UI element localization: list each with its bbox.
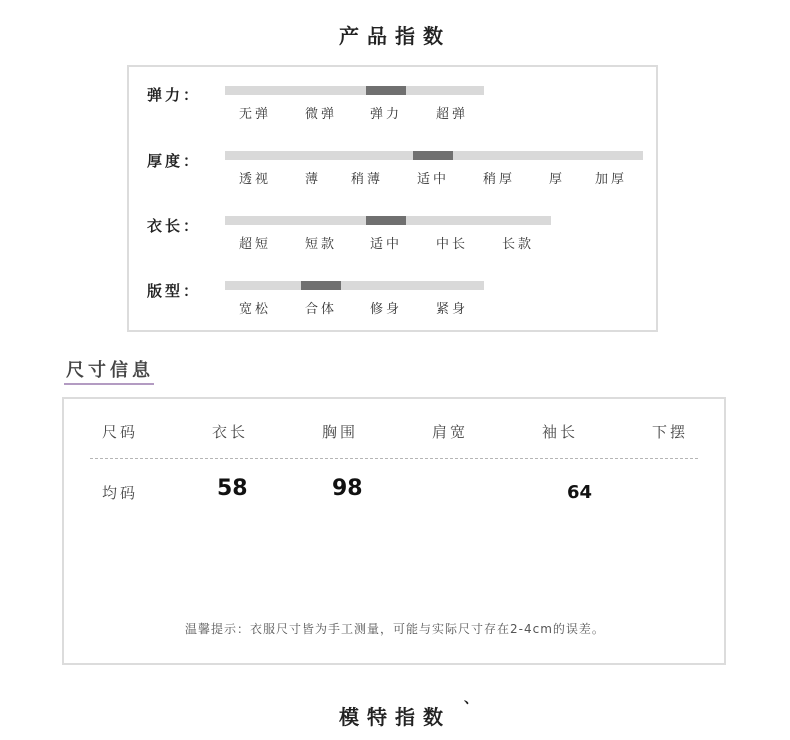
size-info-title: 尺寸信息 [66,360,154,381]
elasticity-option: 超弹 [436,107,469,122]
model-index-title: 模特指数 [339,705,451,729]
thickness-marker [413,151,453,160]
fit-option: 紧身 [436,302,469,317]
thickness-track [225,151,643,160]
length-option: 适中 [370,237,403,252]
length-option: 短款 [305,237,338,252]
cell-size: 均码 [102,484,139,502]
elasticity-marker [366,86,406,95]
length-track [225,216,551,225]
fit-option: 修身 [370,302,403,317]
col-header-shoulder: 肩宽 [432,423,469,441]
table-divider [90,458,698,459]
cell-sleeve: 64 [567,482,593,503]
cell-length: 58 [217,476,248,501]
length-label: 衣长： [147,217,202,235]
thickness-option: 稍薄 [351,172,384,187]
col-header-chest: 胸围 [322,423,359,441]
elasticity-option: 弹力 [370,107,403,122]
fit-label: 版型： [147,282,202,300]
thickness-option: 加厚 [595,172,628,187]
thickness-option: 薄 [305,172,322,187]
length-option: 超短 [239,237,272,252]
length-option: 长款 [502,237,535,252]
elasticity-label: 弹力： [147,86,202,104]
decorative-mark: 、 [464,691,478,707]
length-option: 中长 [436,237,469,252]
thickness-option: 适中 [417,172,450,187]
size-info-underline [64,383,154,385]
thickness-option: 厚 [549,172,566,187]
elasticity-track [225,86,484,95]
col-header-hem: 下摆 [652,423,689,441]
col-header-length: 衣长 [212,423,249,441]
thickness-option: 稍厚 [483,172,516,187]
elasticity-option: 无弹 [239,107,272,122]
col-header-size: 尺码 [102,423,139,441]
thickness-option: 透视 [239,172,272,187]
fit-option: 合体 [305,302,338,317]
length-marker [366,216,406,225]
cell-chest: 98 [332,476,363,501]
measurement-note: 温馨提示：衣服尺寸皆为手工测量，可能与实际尺寸存在2-4cm的误差。 [185,622,605,636]
col-header-sleeve: 袖长 [542,423,579,441]
thickness-label: 厚度： [147,152,202,170]
fit-option: 宽松 [239,302,272,317]
fit-track [225,281,484,290]
product-index-title: 产品指数 [339,24,451,48]
elasticity-option: 微弹 [305,107,338,122]
fit-marker [301,281,341,290]
